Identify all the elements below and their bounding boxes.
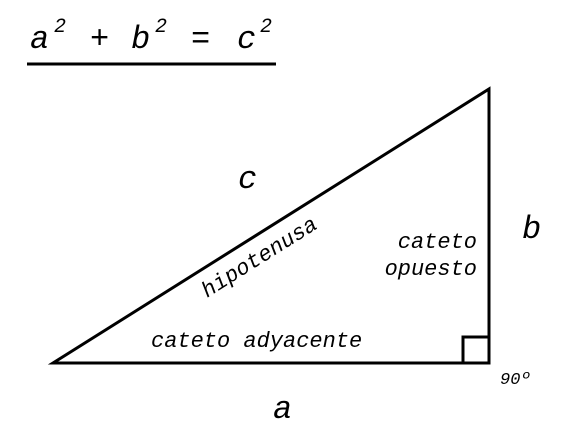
- label-side-b: b: [522, 211, 542, 248]
- formula-a: a: [30, 21, 50, 58]
- formula-c-exponent: 2: [260, 16, 273, 39]
- label-adjacent: cateto adyacente: [151, 329, 363, 354]
- label-side-c: c: [238, 161, 258, 198]
- label-right-angle: 90º: [500, 371, 531, 390]
- formula-c: c: [237, 21, 257, 58]
- formula-a-exponent: 2: [54, 16, 67, 39]
- label-opposite-line1: cateto: [397, 230, 477, 255]
- label-opposite-line2: opuesto: [384, 257, 477, 282]
- right-triangle: [53, 89, 489, 363]
- formula-plus: +: [90, 21, 110, 58]
- formula-b: b: [131, 21, 151, 58]
- label-side-a: a: [273, 391, 293, 428]
- formula-b-exponent: 2: [155, 16, 168, 39]
- formula: [30, 16, 272, 58]
- label-hypotenuse: hipotenusa: [197, 212, 323, 304]
- right-angle-marker: [463, 337, 489, 363]
- formula-equals: =: [191, 21, 211, 58]
